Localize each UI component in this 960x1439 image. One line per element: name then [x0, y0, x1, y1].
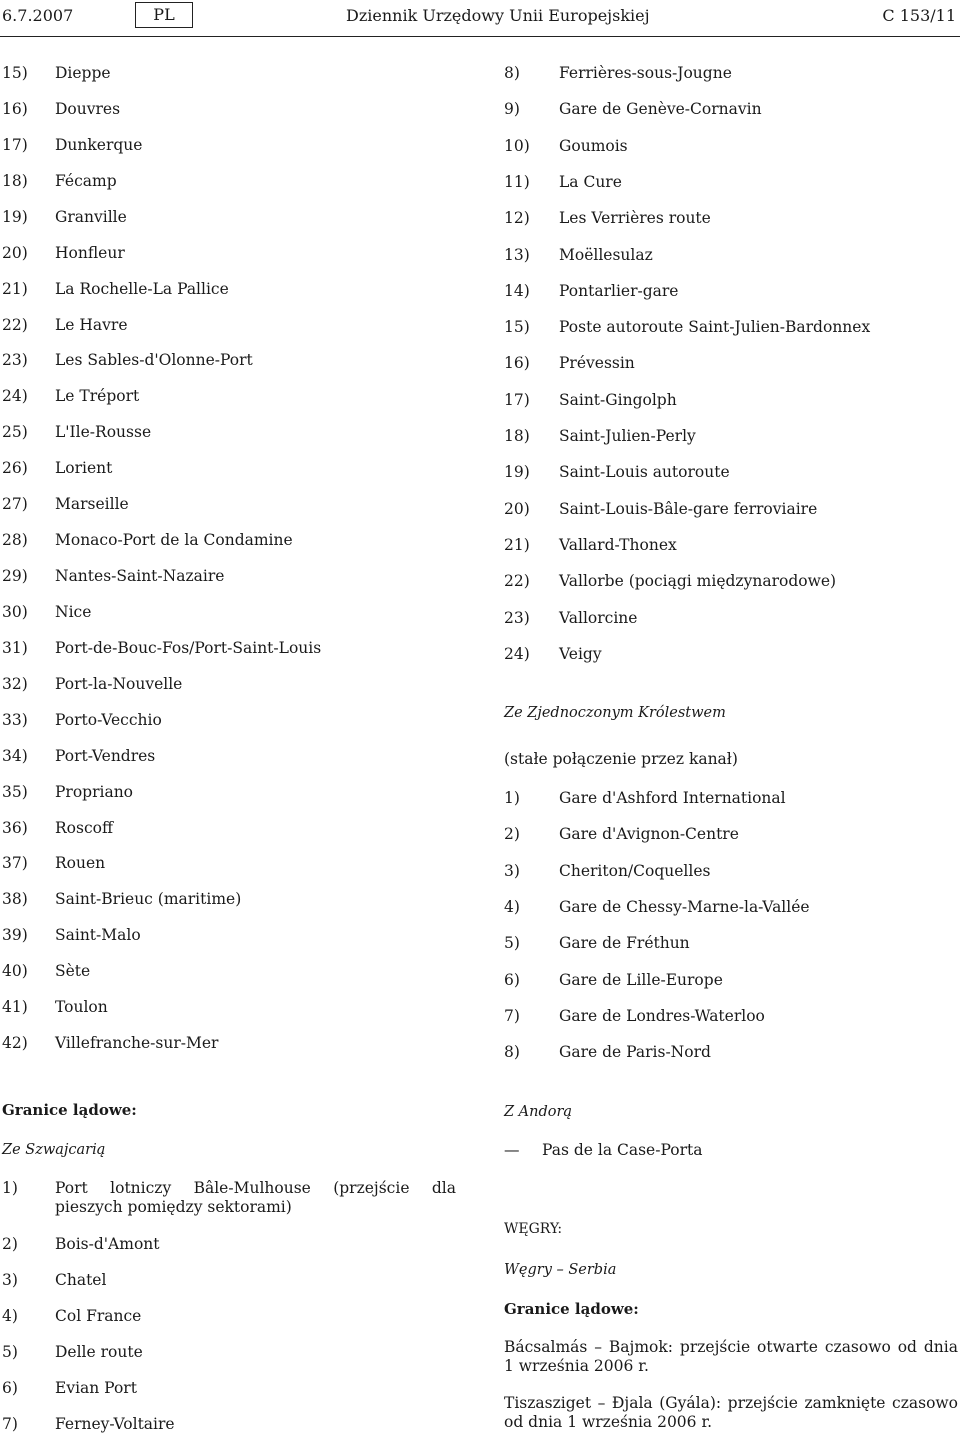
- list-item: [2, 998, 108, 1017]
- item-number: 29): [2, 567, 28, 586]
- list-item: 4) Col France: [2, 1307, 142, 1325]
- hungary-sub: Węgry – Serbia: [504, 1262, 617, 1278]
- list-item: [504, 209, 711, 228]
- item-number: 30): [2, 602, 28, 621]
- item-number: 38): [2, 890, 28, 909]
- list-item: [504, 500, 817, 519]
- list-item: [504, 137, 628, 156]
- list-item: [2, 926, 141, 945]
- list-item: [2, 567, 224, 586]
- item-label: Saint-Louis-Bâle-gare ferroviaire: [559, 499, 818, 518]
- item-label: Monaco-Port de la Condamine: [55, 531, 293, 550]
- item-number: 15): [2, 64, 28, 82]
- item-number: 16): [504, 354, 530, 373]
- item-number: 28): [2, 531, 28, 550]
- item-number: 16): [2, 99, 28, 118]
- item-number: 2): [504, 825, 520, 844]
- item-label: Gare de Lille-Europe: [559, 970, 723, 989]
- item-label: Port-Vendres: [55, 746, 156, 765]
- item-number: 24): [504, 644, 530, 663]
- list-item: 7) Ferney-Voltaire: [2, 1415, 175, 1433]
- item-label: Vallard-Thonex: [559, 535, 677, 554]
- item-number: 37): [2, 854, 28, 873]
- item-label: Port-de-Bouc-Fos/Port-Saint-Louis: [55, 638, 322, 657]
- item-number: 39): [2, 926, 28, 945]
- item-label: Les Verrières route: [559, 209, 711, 228]
- list-item: [504, 354, 635, 373]
- item-label: Dieppe: [55, 64, 111, 82]
- list-item: [504, 246, 653, 265]
- item-label: Saint-Gingolph: [559, 390, 677, 409]
- list-item: [2, 854, 105, 873]
- list-item: [504, 971, 723, 990]
- item-label: Gare de Genève-Cornavin: [559, 100, 762, 119]
- item-label: La Cure: [559, 172, 622, 191]
- item-label: Vallorcine: [559, 608, 638, 627]
- list-item: [504, 789, 786, 808]
- item-label: Veigy: [559, 644, 602, 663]
- uk-note: (stałe połączenie przez kanał): [504, 750, 738, 768]
- andorra-heading: Z Andorą: [504, 1104, 573, 1120]
- item-label: Roscoff: [55, 818, 113, 837]
- list-item: [504, 173, 622, 192]
- item-number: 41): [2, 998, 28, 1017]
- list-item: [504, 100, 762, 119]
- item-label: La Rochelle-La Pallice: [55, 279, 229, 298]
- item-label: Saint-Julien-Perly: [559, 427, 696, 445]
- item-number: 32): [2, 674, 28, 693]
- item-number: 15): [504, 318, 530, 337]
- item-number: 8): [504, 1043, 520, 1062]
- list-item: [2, 208, 127, 227]
- uk-heading: Ze Zjednoczonym Królestwem: [504, 705, 726, 721]
- item-number: 8): [504, 64, 520, 82]
- item-number: 42): [2, 1034, 28, 1053]
- uk-list: [504, 789, 960, 1089]
- item-label: Gare de Fréthun: [559, 934, 690, 953]
- list-item: [504, 898, 810, 917]
- list-item: [2, 531, 293, 550]
- item-label: Vallorbe (pociągi międzynarodowe): [559, 572, 837, 591]
- list-item: [504, 427, 696, 446]
- item-label: Dunkerque: [55, 135, 143, 154]
- list-item: [2, 459, 112, 478]
- item-label: Nice: [55, 602, 92, 621]
- item-number: 12): [504, 209, 530, 228]
- list-item: [504, 536, 677, 555]
- andorra-hungary-section: [504, 1101, 958, 1436]
- list-item: [2, 639, 321, 658]
- journal-title: Dziennik Urzędowy Unii Europejskiej: [346, 6, 650, 25]
- item-number: 34): [2, 746, 28, 765]
- list-item: [504, 282, 678, 301]
- list-item: [2, 423, 151, 442]
- page-header: [0, 0, 960, 37]
- hungary-item: Bácsalmás – Bajmok: przejście otwarte czasowo od dnia 1 września 2006 r.: [504, 1338, 958, 1376]
- item-number: 14): [504, 281, 530, 300]
- item-label: Goumois: [559, 136, 628, 155]
- list-item: [2, 64, 111, 83]
- item-label: Prévessin: [559, 354, 635, 373]
- left-list: [2, 64, 462, 1064]
- item-label: Le Tréport: [55, 387, 140, 406]
- swiss-heading: Ze Szwajcarią: [2, 1142, 106, 1158]
- item-label: Lorient: [55, 459, 113, 478]
- list-item: [2, 172, 117, 191]
- item-label: Moëllesulaz: [559, 245, 653, 264]
- item-number: 3): [504, 861, 520, 880]
- item-number: 24): [2, 387, 28, 406]
- list-item: 1) Port lotniczy Bâle-Mulhouse (przejście dla pieszych pomiędzy sektorami): [2, 1179, 456, 1217]
- list-item: [2, 675, 182, 694]
- item-label: Sète: [55, 962, 91, 981]
- list-item: [504, 609, 637, 628]
- list-item: [504, 862, 710, 881]
- list-item: [2, 351, 253, 370]
- list-item: [2, 100, 120, 119]
- item-label: Gare de Londres-Waterloo: [559, 1006, 765, 1025]
- item-label: Douvres: [55, 99, 121, 118]
- item-label: Gare d'Avignon-Centre: [559, 825, 739, 844]
- swiss-list: [2, 1179, 456, 1439]
- item-label: Honfleur: [55, 243, 125, 262]
- item-number: 20): [2, 243, 28, 262]
- list-item: [504, 572, 836, 591]
- item-number: 18): [504, 427, 530, 445]
- list-item: [504, 463, 730, 482]
- header-rule: [0, 36, 960, 37]
- list-item: [2, 890, 241, 909]
- item-number: 7): [504, 1006, 520, 1025]
- list-item: [504, 825, 739, 844]
- item-number: 23): [504, 608, 530, 627]
- item-number: 6): [504, 970, 520, 989]
- item-number: 19): [504, 463, 530, 482]
- item-number: 22): [504, 572, 530, 591]
- item-number: 17): [504, 390, 530, 409]
- item-number: 27): [2, 495, 28, 514]
- list-item: 2) Bois-d'Amont: [2, 1235, 160, 1253]
- item-label: Cheriton/Coquelles: [559, 861, 711, 880]
- item-number: 33): [2, 710, 28, 729]
- item-label: Pontarlier-gare: [559, 281, 679, 300]
- list-item: [504, 318, 870, 337]
- list-item: [504, 1043, 711, 1062]
- list-item: 5) Delle route: [2, 1343, 143, 1361]
- item-label: Gare d'Ashford International: [559, 789, 786, 807]
- list-item: [2, 280, 229, 299]
- item-number: 13): [504, 245, 530, 264]
- list-item: [504, 934, 690, 953]
- list-item: [2, 387, 139, 406]
- item-number: 22): [2, 315, 28, 334]
- item-number: 4): [504, 897, 520, 916]
- item-label: Port-la-Nouvelle: [55, 674, 183, 693]
- list-item: 6) Evian Port: [2, 1379, 137, 1397]
- item-label: Gare de Chessy-Marne-la-Vallée: [559, 897, 810, 916]
- item-number: 35): [2, 782, 28, 801]
- list-item: [2, 1034, 218, 1053]
- list-item: [504, 391, 677, 410]
- item-label: Le Havre: [55, 315, 128, 334]
- item-label: Toulon: [55, 998, 108, 1017]
- list-item: [504, 645, 602, 664]
- item-label: Villefranche-sur-Mer: [55, 1034, 219, 1053]
- item-number: 10): [504, 136, 530, 155]
- item-number: 25): [2, 423, 28, 442]
- item-number: 21): [2, 279, 28, 298]
- list-item: [504, 1007, 765, 1026]
- item-label: L'Ile-Rousse: [55, 423, 152, 442]
- item-number: 18): [2, 171, 28, 190]
- list-item: [504, 64, 732, 83]
- dash: —: [504, 1141, 520, 1159]
- header-date: 6.7.2007: [2, 6, 74, 25]
- item-label: Fécamp: [55, 171, 117, 190]
- item-label: Porto-Vecchio: [55, 710, 162, 729]
- item-number: 26): [2, 459, 28, 478]
- hungary-land-heading: Granice lądowe:: [504, 1300, 639, 1318]
- item-number: 19): [2, 207, 28, 226]
- item-label: Saint-Malo: [55, 926, 141, 945]
- list-item: 3) Chatel: [2, 1271, 107, 1289]
- list-item: [2, 603, 91, 622]
- item-number: 11): [504, 172, 530, 191]
- item-label: Marseille: [55, 495, 129, 514]
- item-number: 36): [2, 818, 28, 837]
- item-number: 23): [2, 351, 28, 370]
- list-item: [2, 136, 142, 155]
- list-item: [2, 962, 90, 981]
- list-item: [2, 711, 162, 730]
- item-number: 1): [504, 789, 520, 807]
- item-number: 20): [504, 499, 530, 518]
- item-number: 31): [2, 638, 28, 657]
- list-item: [2, 316, 128, 335]
- hungary-heading: WĘGRY:: [504, 1221, 563, 1237]
- page-number: C 153/11: [882, 6, 956, 25]
- item-number: 9): [504, 100, 520, 119]
- item-label: Gare de Paris-Nord: [559, 1043, 711, 1062]
- item-label: Saint-Brieuc (maritime): [55, 890, 242, 909]
- list-item: [2, 783, 133, 802]
- right-list: [504, 64, 960, 684]
- list-item: [2, 747, 155, 766]
- item-number: 5): [504, 934, 520, 953]
- item-label: Nantes-Saint-Nazaire: [55, 567, 225, 586]
- item-label: Les Sables-d'Olonne-Port: [55, 351, 253, 370]
- item-label: Ferrières-sous-Jougne: [559, 64, 732, 82]
- item-label: Rouen: [55, 854, 106, 873]
- language-badge: PL: [135, 2, 193, 28]
- hungary-item: Tiszasziget – Đjala (Gyála): przejście zamknięte czasowo od dnia 1 września 2006 r.: [504, 1394, 958, 1432]
- item-label: Saint-Louis autoroute: [559, 463, 730, 482]
- item-number: 40): [2, 962, 28, 981]
- land-heading: Granice lądowe:: [2, 1101, 137, 1119]
- list-item: [2, 819, 113, 838]
- item-label: Propriano: [55, 782, 134, 801]
- list-item: [2, 244, 125, 263]
- list-item: [2, 495, 129, 514]
- andorra-item: — Pas de la Case-Porta: [504, 1141, 703, 1159]
- item-number: 21): [504, 535, 530, 554]
- item-number: 17): [2, 135, 28, 154]
- item-label: Poste autoroute Saint-Julien-Bardonnex: [559, 318, 871, 337]
- item-label: Granville: [55, 207, 127, 226]
